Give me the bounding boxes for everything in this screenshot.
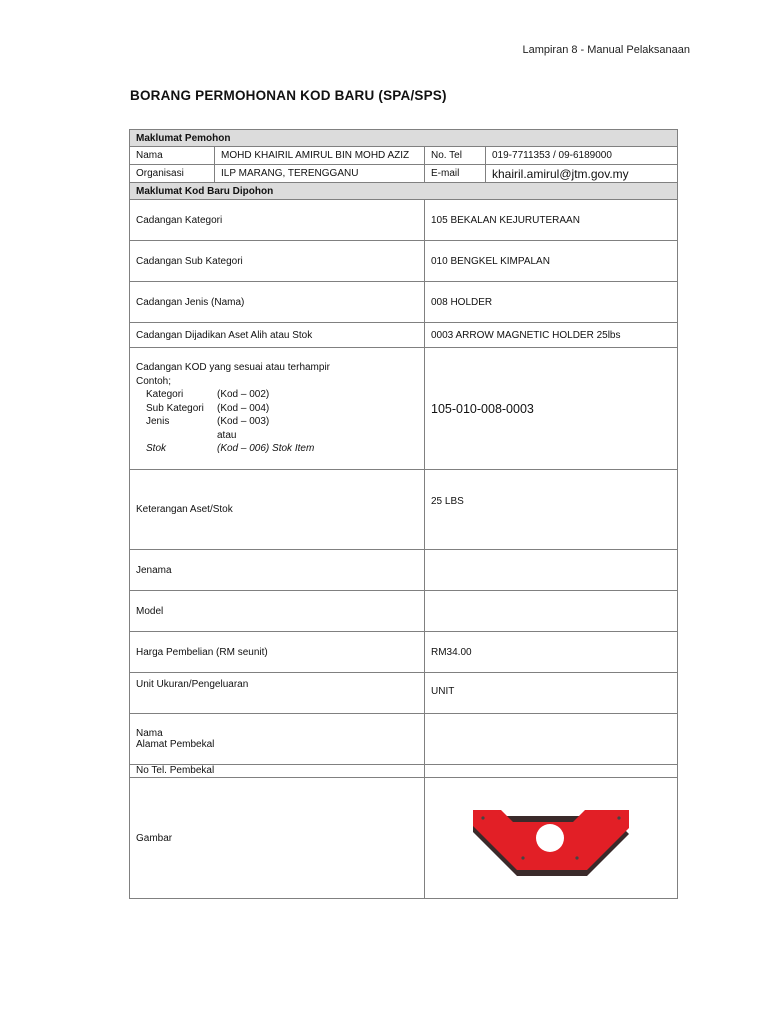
example-subcategory [136, 402, 418, 416]
supplier-value [425, 714, 678, 765]
price-value: RM34.00 [425, 632, 678, 673]
example-stock [136, 442, 418, 456]
magnet-rivet [481, 816, 484, 819]
application-form-table [129, 129, 678, 899]
code-suggestion-label [130, 348, 425, 470]
brand-row [130, 550, 678, 591]
supplier-address-label: Alamat Pembekal [136, 739, 215, 750]
email-label: E-mail [425, 165, 486, 183]
type-value: 008 HOLDER [425, 282, 678, 323]
category-value: 105 BEKALAN KEJURUTERAAN [425, 200, 678, 241]
example-or [136, 429, 418, 443]
applicant-org-row [130, 165, 678, 183]
name-label: Nama [130, 147, 215, 165]
magnet-rivet [521, 856, 524, 859]
code-example-block [136, 361, 418, 456]
model-label: Model [130, 591, 425, 632]
subcategory-label: Cadangan Sub Kategori [130, 241, 425, 282]
code-suggestion-value: 105-010-008-0003 [425, 348, 678, 470]
picture-row [130, 778, 678, 899]
subcategory-row [130, 241, 678, 282]
magnetic-holder-image [461, 792, 641, 885]
example-key: Stok [146, 443, 167, 455]
tel-label: No. Tel [425, 147, 486, 165]
tel-value: 019-7711353 / 09-6189000 [486, 147, 678, 165]
asset-stock-label: Cadangan Dijadikan Aset Alih atau Stok [130, 323, 425, 348]
example-type [136, 415, 418, 429]
picture-label: Gambar [130, 778, 425, 899]
category-label: Cadangan Kategori [130, 200, 425, 241]
example-code: (Kod – 004) [217, 402, 270, 414]
unit-label: Unit Ukuran/Pengeluaran [130, 673, 425, 714]
applicant-section-title: Maklumat Pemohon [130, 130, 678, 147]
brand-value [425, 550, 678, 591]
code-suggestion-line2: Contoh; [136, 375, 172, 387]
example-or-text: atau [217, 429, 237, 441]
example-key: Jenis [146, 416, 170, 428]
category-row [130, 200, 678, 241]
header-note: Lampiran 8 - Manual Pelaksanaan [522, 44, 690, 56]
supplier-tel-row [130, 765, 678, 778]
price-row [130, 632, 678, 673]
example-key: Sub Kategori [146, 402, 204, 414]
code-section-header [130, 183, 678, 200]
example-key: Kategori [146, 389, 184, 401]
example-code: (Kod – 006) Stok Item [217, 443, 315, 455]
model-row [130, 591, 678, 632]
unit-value: UNIT [425, 673, 678, 714]
model-value [425, 591, 678, 632]
magnet-hole [536, 824, 564, 852]
magnetic-holder-icon [461, 792, 641, 882]
code-suggestion-row [130, 348, 678, 470]
org-label: Organisasi [130, 165, 215, 183]
example-code: (Kod – 002) [217, 389, 270, 401]
supplier-label [130, 714, 425, 765]
price-label: Harga Pembelian (RM seunit) [130, 632, 425, 673]
applicant-section-header [130, 130, 678, 147]
asset-stock-value: 0003 ARROW MAGNETIC HOLDER 25lbs [425, 323, 678, 348]
supplier-row [130, 714, 678, 765]
type-row [130, 282, 678, 323]
supplier-tel-label: No Tel. Pembekal [130, 765, 425, 778]
org-value: ILP MARANG, TERENGGANU [215, 165, 425, 183]
type-label: Cadangan Jenis (Nama) [130, 282, 425, 323]
supplier-tel-value [425, 765, 678, 778]
applicant-name-row [130, 147, 678, 165]
code-suggestion-line1: Cadangan KOD yang sesuai atau terhampir [136, 362, 331, 374]
name-value: MOHD KHAIRIL AMIRUL BIN MOHD AZIZ [215, 147, 425, 165]
description-row [130, 470, 678, 550]
code-section-title: Maklumat Kod Baru Dipohon [130, 183, 678, 200]
magnet-rivet [575, 856, 578, 859]
supplier-name-label: Nama [136, 728, 163, 739]
magnet-rivet [617, 816, 620, 819]
subcategory-value: 010 BENGKEL KIMPALAN [425, 241, 678, 282]
example-category [136, 388, 418, 402]
example-code: (Kod – 003) [217, 416, 270, 428]
email-value: khairil.amirul@jtm.gov.my [486, 165, 678, 183]
picture-cell [425, 778, 678, 899]
asset-stock-row [130, 323, 678, 348]
brand-label: Jenama [130, 550, 425, 591]
description-value: 25 LBS [425, 470, 678, 550]
unit-row [130, 673, 678, 714]
description-label: Keterangan Aset/Stok [130, 470, 425, 550]
document-title: BORANG PERMOHONAN KOD BARU (SPA/SPS) [130, 88, 447, 103]
